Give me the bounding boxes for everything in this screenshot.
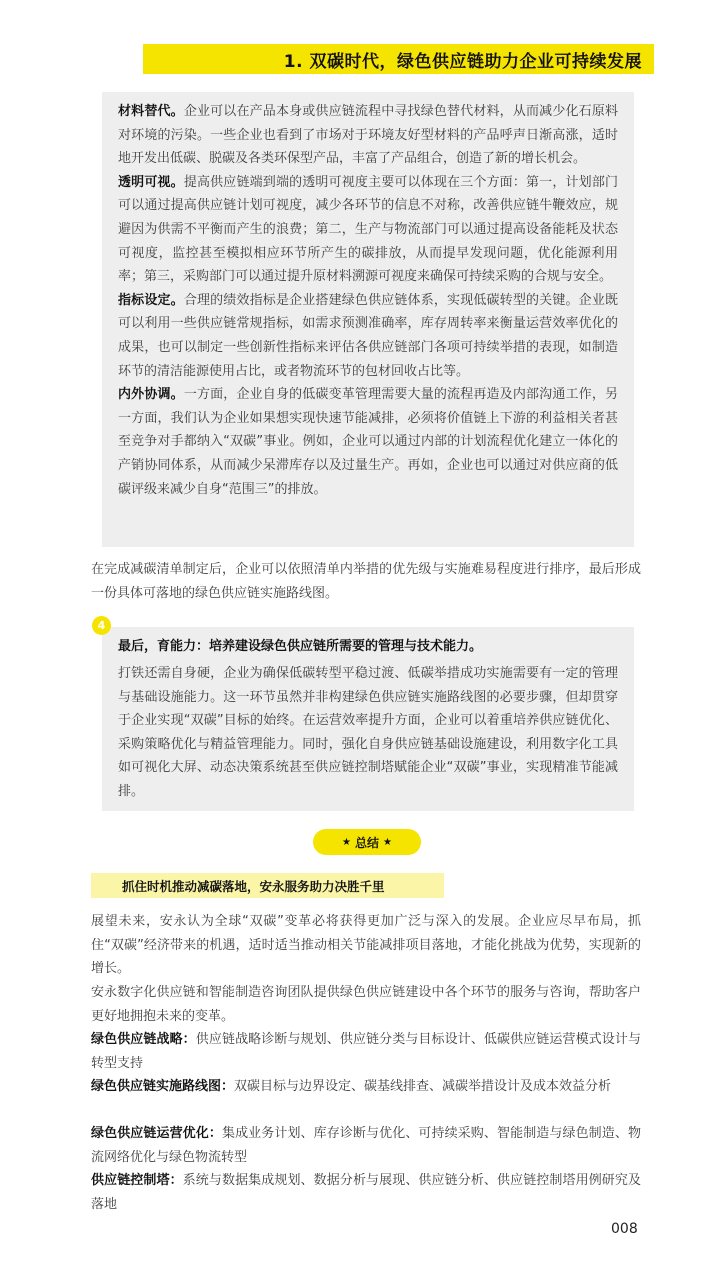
service-text: 系统与数据集成规划、数据分析与展现、供应链分析、供应链控制塔用例研究及落地 [91,1173,641,1212]
item-text: 企业可以在产品本身或供应链流程中寻找绿色替代材料，从而减少化石原料对环境的污染。一些企业也看到了市场对于环境友好型材料的产品呼声日渐高涨，适时地开发出低碳、脱碳及各类环保型产品，丰富了产品组合，创造了新的增长机会。 [118,104,618,167]
subheading-text: 抓住时机推动减碳落地，安永服务助力决胜千里 [122,878,385,894]
strategy-box [102,92,634,547]
summary-subheading [91,873,444,898]
section-title: 1. 双碳时代，绿色供应链助力企业可持续发展 [283,51,642,72]
section-title-bar [143,44,654,74]
star-icon: ★ [383,836,392,848]
item-metrics [118,289,618,383]
item-material [118,100,618,171]
step4-text: 打铁还需自身硬，企业为确保低碳转型平稳过渡、低碳举措成功实施需要有一定的管理与基础设施能力。这一环节虽然并非构建绿色供应链实施路线图的必要步骤，但却贯穿于企业实现“双碳”目标的始终。在运营效率提升方面，企业可以着重培养供应链优化、采购策略优化与精益管理能力。同时，强化自身供应链基础设施建设，利用数字化工具如可视化大屏、动态决策系统甚至供应链控制塔赋能企业“双碳”事业，实现精准节能减排。 [118,666,618,799]
service-head: 绿色供应链战略： [91,1032,196,1047]
service-operations [91,1122,641,1169]
item-coordination [118,383,618,501]
step4-heading: 最后，育能力：培养建设绿色供应链所需要的管理与技术能力。 [118,639,483,654]
service-head: 供应链控制塔： [91,1173,183,1188]
service-head: 绿色供应链运营优化： [91,1126,222,1141]
item-head: 材料替代。 [118,104,184,119]
service-strategy [91,1028,641,1075]
step-number-badge: 4 [92,616,111,635]
item-text: 合理的绩效指标是企业搭建绿色供应链体系，实现低碳转型的关键。企业既可以利用一些供应链常规指标，如需求预测准确率，库存周转率来衡量运营效率优化的成果，也可以制定一些创新性指标来评估各供应链部门各项可持续举措的表现，如制造环节的清洁能源使用占比，或者物流环节的包材回收占比等。 [118,292,618,379]
service-text: 双碳目标与边界设定、碳基线排查、减碳举措设计及成本效益分析 [234,1079,612,1094]
item-text: 提高供应链端到端的透明可视度主要可以体现在三个方面：第一，计划部门可以通过提高供应链计划可视度，减少各环节的信息不对称，改善供应链牛鞭效应，规避因为供需不平衡而产生的浪费；第二，生产与物流部门可以通过提高设备能耗及状态可视度，监控甚至模拟相应环节所产生的碳排放，从而提早发现问题，优化能源利用率；第三，采购部门可以通过提升原材料溯源可视度来确保可持续采购的合规与安全。 [118,174,618,285]
service-text: 供应链战略诊断与规划、供应链分类与目标设计、低碳供应链运营模式设计与转型支持 [91,1032,641,1071]
summary-paragraph-1: 展望未来，安永认为全球“双碳”变革必将获得更加广泛与深入的发展。企业应尽早布局，抓住“双碳”经济带来的机遇，适时适当推动相关节能减排项目落地，才能化挑战为优势，实现新的增长。 [91,914,641,977]
star-icon: ★ [342,836,351,848]
summary-label: 总结 [354,835,379,850]
summary-pill [313,829,421,855]
item-transparency [118,171,618,289]
item-head: 透明可视。 [118,174,184,190]
capability-box [102,627,634,811]
roadmap-paragraph: 在完成减碳清单制定后，企业可以依照清单内举措的优先级与实施难易程度进行排序，最后形成一份具体可落地的绿色供应链实施路线图。 [91,562,641,601]
service-control-tower [91,1169,641,1216]
item-head: 指标设定。 [118,292,184,308]
service-text: 集成业务计划、库存诊断与优化、可持续采购、智能制造与绿色制造、物流网络优化与绿色物流转型 [91,1126,641,1165]
page-number: 008 [611,1221,638,1237]
service-roadmap [91,1075,641,1099]
item-head: 内外协调。 [118,387,184,403]
item-text: 一方面，企业自身的低碳变革管理需要大量的流程再造及内部沟通工作，另一方面，我们认为企业如果想实现快速节能减排，必须将价值链上下游的利益相关者甚至竞争对手都纳入“双碳”事业。例如，企业可以通过内部的计划流程优化建立一体化的产销协同体系，从而减少呆滞库存以及过量生产。再如，企业也可以通过对供应商的低碳评级来减少自身“范围三”的排放。 [118,387,618,497]
service-head: 绿色供应链实施路线图： [91,1079,235,1094]
summary-paragraph-2: 安永数字化供应链和智能制造咨询团队提供绿色供应链建设中各个环节的服务与咨询，帮助客户更好地拥抱未来的变革。 [91,985,641,1024]
